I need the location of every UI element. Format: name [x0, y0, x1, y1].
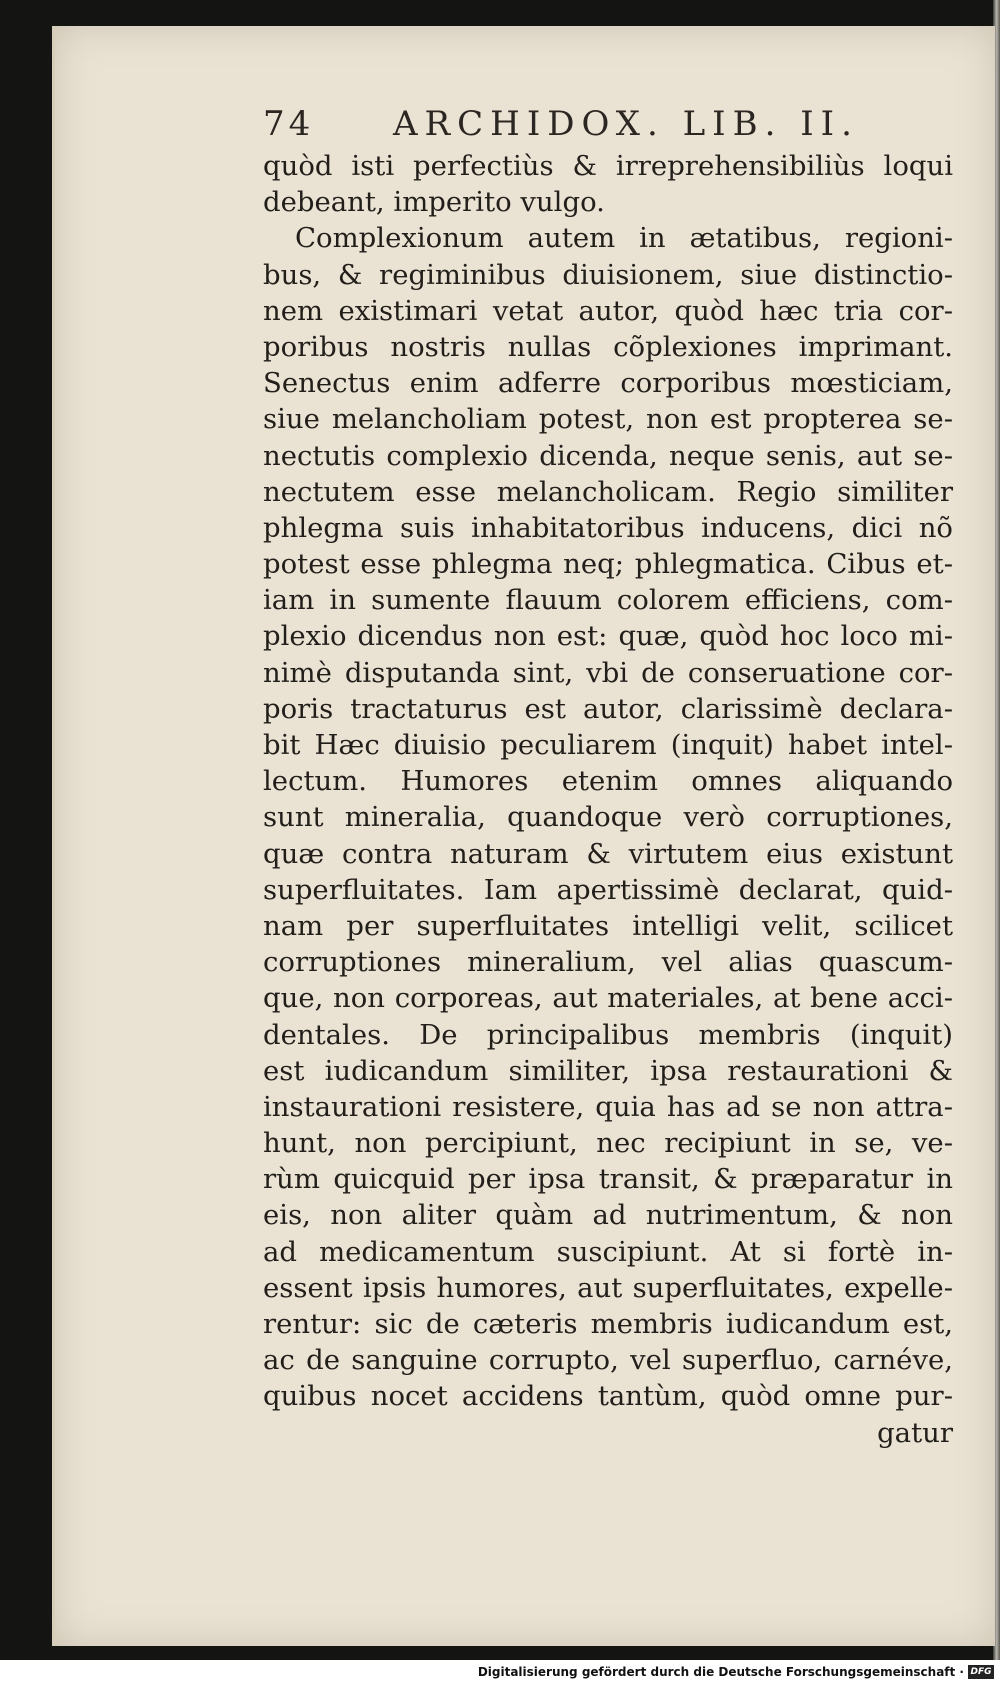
text-line: phlegma suis inhabitatoribus inducens, dici nõ: [263, 511, 953, 544]
text-line: rentur: sic de cæteris membris iudicandum est,: [263, 1308, 953, 1340]
dfg-logo-icon: DFG: [968, 1665, 994, 1679]
book-page: [52, 26, 995, 1646]
text-line: ad medicamentum suscipiunt. At si fortè in-: [263, 1235, 953, 1268]
text-line: lectum. Humores etenim omnes aliquando: [263, 765, 953, 798]
text-line: que, non corporeas, aut materiales, at bene acci-: [263, 982, 953, 1015]
page-number: 74: [263, 104, 315, 144]
text-line: hunt, non percipiunt, nec recipiunt in se, ve-: [263, 1127, 953, 1160]
text-line: plexio dicendus non est: quæ, quòd hoc loco mi-: [263, 620, 953, 653]
text-line: Complexionum autem in ætatibus, regioni-: [295, 222, 953, 255]
page-header: [263, 104, 953, 148]
text-line: eis, non aliter quàm ad nutrimentum, & non: [263, 1199, 953, 1232]
text-line: dentales. De principalibus membris (inquit): [263, 1018, 953, 1051]
text-line: nectutem esse melancholicam. Regio similiter: [263, 475, 953, 508]
text-line: quòd isti perfectiùs & irreprehensibiliùs loqui: [263, 150, 953, 182]
running-title: ARCHIDOX. LIB. II.: [393, 104, 859, 144]
text-line: iam in sumente flauum colorem efficiens, com-: [263, 584, 953, 617]
text-line: nimè disputanda sint, vbi de conseruatione cor-: [263, 656, 953, 689]
text-line: bus, & regiminibus diuisionem, siue distinctio-: [263, 258, 953, 291]
text-line: ac de sanguine corrupto, vel superfluo, carnéve,: [263, 1344, 953, 1377]
text-line: poris tractaturus est autor, clarissimè declara-: [263, 692, 953, 725]
funding-credit: Digitalisierung gefördert durch die Deutsche Forschungsgemeinschaft ·: [477, 1665, 964, 1679]
text-line: Senectus enim adferre corporibus mœsticiam,: [263, 367, 953, 400]
text-line: instaurationi resistere, quia has ad se non attra-: [263, 1090, 953, 1123]
footer-strip: [0, 1660, 1000, 1683]
text-line: potest esse phlegma neq; phlegmatica. Cibus et-: [263, 548, 953, 581]
text-line: corruptiones mineralium, vel alias quascum-: [263, 946, 953, 979]
catchword: gatur: [877, 1416, 953, 1449]
body-text: [263, 148, 953, 1451]
text-line: quæ contra naturam & virtutem eius existunt: [263, 837, 953, 870]
text-line: nam per superfluitates intelligi velit, scilicet: [263, 909, 953, 942]
text-line: est iudicandum similiter, ipsa restaurationi &: [263, 1054, 953, 1087]
text-line: bit Hæc diuisio peculiarem (inquit) habet intel-: [263, 729, 953, 761]
text-line: nem existimari vetat autor, quòd hæc tria cor-: [263, 294, 953, 327]
text-line: superfluitates. Iam apertissimè declarat, quid-: [263, 873, 953, 906]
catchword-row: [263, 1415, 953, 1451]
text-line: sunt mineralia, quandoque verò corruptiones,: [263, 801, 953, 834]
text-line: poribus nostris nullas cõplexiones imprimant.: [263, 330, 953, 363]
text-line: nectutis complexio dicenda, neque senis, aut se-: [263, 439, 953, 472]
page-content: [263, 104, 953, 1451]
text-line: siue melancholiam potest, non est propterea se-: [263, 403, 953, 436]
text-line: debeant, imperito vulgo.: [263, 186, 605, 219]
text-line: quibus nocet accidens tantùm, quòd omne pur-: [263, 1380, 953, 1413]
text-line: essent ipsis humores, aut superfluitates, expelle-: [263, 1271, 953, 1304]
text-line: rùm quicquid per ipsa transit, & præparatur in: [263, 1163, 953, 1196]
